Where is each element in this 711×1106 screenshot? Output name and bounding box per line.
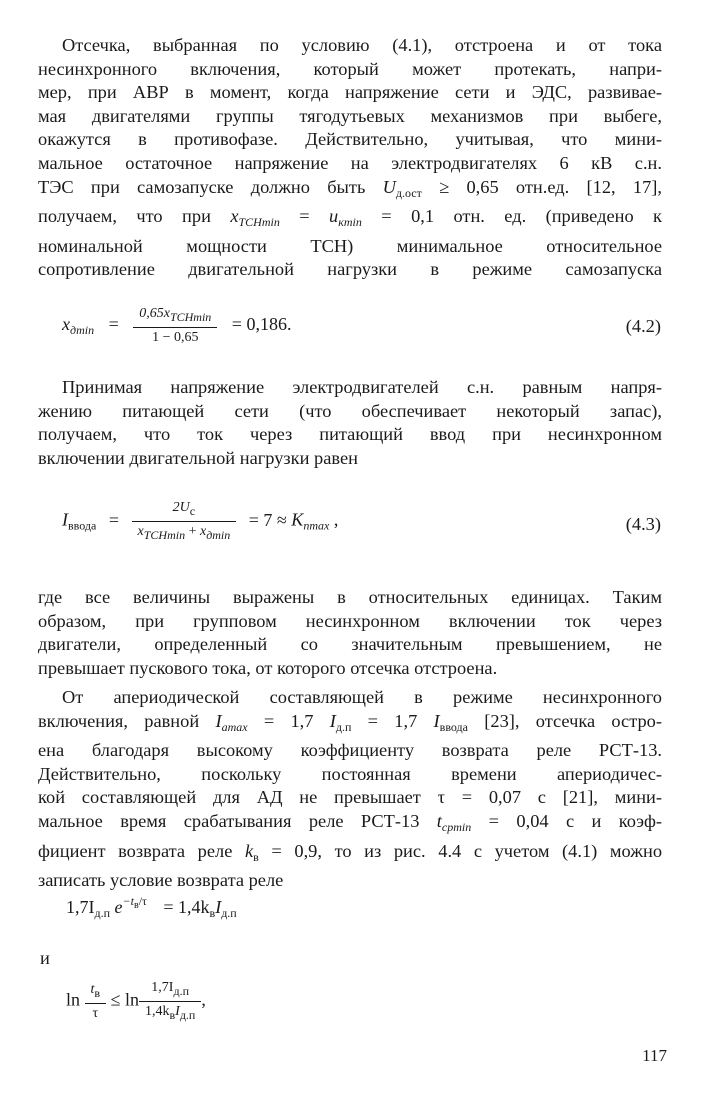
inline-text: фициент возврата реле bbox=[38, 840, 245, 861]
text-line: включении двигательной нагрузки равен bbox=[38, 447, 358, 468]
subscript: д.п bbox=[94, 906, 111, 920]
denominator bbox=[132, 521, 237, 543]
text-line: Принимая напряжение электродвигателей с.н. равным напря- bbox=[62, 377, 662, 397]
paragraph-4 bbox=[38, 686, 662, 893]
paragraph-3 bbox=[38, 586, 662, 680]
page-number: 117 bbox=[642, 1046, 667, 1065]
fraction bbox=[139, 980, 201, 1023]
inline-text: = 0,04 с и коэф- bbox=[471, 810, 663, 831]
subscript: ТСНmin bbox=[169, 310, 212, 324]
num-text: 0,65x bbox=[139, 306, 170, 321]
text-line: От апериодической составляющей в режиме несинхронного bbox=[62, 687, 662, 707]
text-line: номинальной мощности ТСН) минимальное относительное bbox=[38, 235, 662, 256]
text-line-with-formula bbox=[38, 840, 662, 870]
subscript: дmin bbox=[70, 323, 95, 338]
text-line: получаем, что ток через питающий ввод при несинхронном bbox=[38, 424, 662, 445]
text-line: кой составляющей для АД не превышает τ = 0,07 с [21], мини- bbox=[38, 787, 662, 808]
eq-symbol: I bbox=[62, 509, 68, 530]
numerator bbox=[139, 980, 201, 1001]
equation-4-2 bbox=[62, 306, 291, 346]
symbol-I: I bbox=[215, 897, 222, 917]
text-line-with-formula bbox=[38, 710, 662, 740]
denominator: τ bbox=[85, 1003, 107, 1022]
symbol-x: x bbox=[230, 206, 239, 227]
eq-symbol: x bbox=[62, 314, 70, 335]
text-line-with-formula bbox=[38, 205, 662, 235]
text-line: мая двигателями группы тягодутьевых механизмов при выбеге, bbox=[38, 105, 662, 126]
equation-log-inequality bbox=[66, 980, 206, 1023]
text-line: двигатели, определенный со значительным превышением, не bbox=[38, 634, 662, 655]
inline-text: включения, равной bbox=[38, 710, 216, 731]
text-line: мер, при АВР в момент, когда напряжение сети и ЭДС, развивае- bbox=[38, 82, 662, 103]
equation-return-condition bbox=[66, 894, 237, 921]
subscript: в bbox=[169, 1008, 176, 1022]
subscript: д.ост bbox=[395, 185, 422, 200]
text-line: сопротивление двигательной нагрузки в режиме самозапуска bbox=[38, 259, 662, 280]
subscript: д.п bbox=[173, 984, 189, 998]
inline-text: ≥ 0,65 отн.ед. [12, 17], bbox=[421, 176, 662, 197]
subscript: в bbox=[253, 849, 259, 864]
eq-result: = 7 ≈ bbox=[248, 509, 292, 530]
den-text: 1,4k bbox=[144, 1004, 170, 1019]
text-line: окажутся в противофазе. Действительно, учитывая, что мини- bbox=[38, 129, 662, 150]
text-line: записать условие возврата реле bbox=[38, 870, 284, 891]
inline-text: = 1,7 bbox=[351, 710, 434, 731]
symbol-u: u bbox=[329, 206, 339, 227]
numerator bbox=[133, 306, 217, 327]
num-text: t bbox=[90, 981, 95, 997]
numerator bbox=[132, 500, 237, 521]
num-text: 1,7I bbox=[151, 980, 174, 995]
subscript: срmin bbox=[441, 819, 472, 834]
subscript: в bbox=[209, 906, 216, 920]
le-ln-text: ≤ ln bbox=[106, 989, 139, 1010]
text-line: Действительно, поскольку постоянная времени апериодичес- bbox=[38, 763, 662, 784]
fraction bbox=[133, 306, 217, 346]
text-line-with-formula bbox=[38, 810, 662, 840]
text-line: жению питающей сети (что обеспечивает некоторый запас), bbox=[38, 400, 662, 421]
inline-text: = 0,1 отн. ед. (приведено к bbox=[361, 206, 662, 227]
plus-sign: + bbox=[185, 524, 200, 539]
denominator: 1 − 0,65 bbox=[133, 327, 217, 346]
subscript: в bbox=[94, 985, 101, 1000]
subscript: дmin bbox=[206, 528, 231, 542]
inline-text: = 1,7 bbox=[247, 710, 330, 731]
conjunction-and: и bbox=[40, 948, 50, 968]
subscript: c bbox=[189, 504, 196, 518]
symbol-I: I bbox=[175, 1004, 180, 1019]
text-line: где все величины выражены в относительных единицах. Таким bbox=[38, 587, 662, 607]
numerator bbox=[85, 982, 107, 1003]
comma: , bbox=[201, 989, 206, 1010]
inline-text: [23], отсечка остро- bbox=[468, 710, 662, 731]
subscript: ввода bbox=[68, 518, 97, 533]
subscript: ТСНmin bbox=[143, 528, 186, 542]
den-symbol: x bbox=[199, 524, 207, 539]
text-line: мальное остаточное напряжение на электродвигателях 6 кВ с.н. bbox=[38, 152, 662, 173]
symbol-k: k bbox=[244, 840, 254, 861]
symbol-K: K bbox=[291, 509, 304, 530]
symbol-U: U bbox=[382, 176, 396, 197]
symbol-I: I bbox=[329, 710, 336, 731]
equation-number: (4.2) bbox=[625, 316, 661, 336]
eq-sign: = bbox=[108, 509, 119, 530]
paragraph-1 bbox=[38, 34, 662, 282]
text-line: образом, при групповом несинхронном включении ток через bbox=[38, 610, 662, 631]
subscript: ТСНmin bbox=[238, 215, 280, 230]
subscript: ввода bbox=[439, 719, 468, 734]
eq-sign: = bbox=[108, 314, 119, 335]
inline-text: = 0,9, то из рис. 4.4 с учетом (4.1) можно bbox=[258, 840, 663, 861]
fraction bbox=[132, 500, 237, 543]
exponent bbox=[122, 894, 147, 911]
text-line: Отсечка, выбранная по условию (4.1), отстроена и от тока bbox=[62, 35, 662, 55]
equation-4-3 bbox=[62, 500, 338, 543]
eq-rhs: = 1,4k bbox=[158, 897, 210, 917]
inline-text: = bbox=[279, 206, 330, 227]
subscript: пmax bbox=[303, 518, 330, 533]
den-symbol: x bbox=[137, 524, 144, 539]
subscript: д.п bbox=[335, 719, 352, 734]
text-line-with-formula bbox=[38, 176, 662, 206]
subscript: в bbox=[133, 900, 139, 911]
text-line: ена благодаря высокому коэффициенту возврата реле РСТ-13. bbox=[38, 740, 662, 761]
exp-tail: /τ bbox=[138, 894, 147, 908]
ln-text: ln bbox=[66, 989, 81, 1010]
exp-text: −t bbox=[122, 894, 134, 908]
num-text: 2U bbox=[172, 500, 190, 515]
equation-number: (4.3) bbox=[625, 514, 661, 534]
symbol-I: I bbox=[433, 710, 440, 731]
symbol-e: e bbox=[110, 897, 123, 917]
comma: , bbox=[329, 509, 339, 530]
subscript: д.п bbox=[179, 1008, 196, 1022]
eq-result: = 0,186. bbox=[231, 314, 292, 335]
inline-text: получаем, что при bbox=[38, 206, 231, 227]
eq-lhs: 1,7I bbox=[66, 897, 95, 917]
fraction bbox=[85, 982, 107, 1022]
subscript: кmin bbox=[338, 215, 362, 230]
symbol-I: I bbox=[215, 710, 222, 731]
text-line: превышает пускового тока, от которого отсечка отстроена. bbox=[38, 657, 498, 678]
symbol-t: t bbox=[436, 810, 442, 831]
inline-text: мальное время срабатывания реле РСТ-13 bbox=[38, 810, 437, 831]
paragraph-2 bbox=[38, 376, 662, 470]
subscript: д.п bbox=[221, 906, 237, 920]
text-line: несинхронного включения, который может протекать, напри- bbox=[38, 58, 662, 79]
subscript: amax bbox=[221, 719, 248, 734]
denominator bbox=[139, 1001, 201, 1023]
inline-text: ТЭС при самозапуске должно быть bbox=[38, 176, 383, 197]
